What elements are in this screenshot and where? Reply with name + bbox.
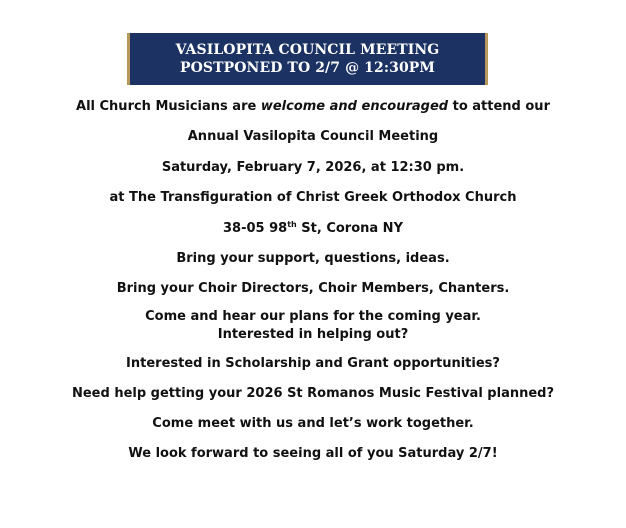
event-name: Annual Vasilopita Council Meeting: [187, 129, 439, 144]
banner-postponed-line: POSTPONED TO 2/7 @ 12:30PM: [179, 60, 436, 76]
meet-line: Come meet with us and let’s work together.: [152, 416, 474, 431]
support-line: Bring your support, questions, ideas.: [176, 251, 450, 266]
event-date: Saturday, February 7, 2026, at 12:30 pm.: [161, 160, 465, 175]
intro-text-pre: All Church Musicians are: [76, 99, 261, 114]
intro-line: [0, 99, 626, 115]
banner-title-line: VASILOPITA COUNCIL MEETING: [175, 42, 440, 58]
closing-line: We look forward to seeing all of you Saturday 2/7!: [128, 446, 498, 461]
choir-line: Bring your Choir Directors, Choir Members, Chanters.: [116, 281, 510, 296]
scholarship-line: Interested in Scholarship and Grant opportunities?: [126, 356, 500, 371]
festival-line: Need help getting your 2026 St Romanos Music Festival planned?: [71, 386, 555, 401]
address-street: St, Corona NY: [296, 221, 403, 236]
helping-line: Interested in helping out?: [217, 327, 409, 342]
plans-line: Come and hear our plans for the coming year.: [145, 309, 481, 324]
event-address: [0, 221, 626, 237]
intro-text-post: to attend our: [448, 99, 550, 114]
intro-emphasis: welcome and encouraged: [260, 99, 449, 114]
address-number: 38-05 98: [223, 221, 288, 236]
announcement-banner: [127, 33, 488, 85]
address-ordinal: th: [287, 220, 297, 229]
event-venue: at The Transfiguration of Christ Greek Orthodox Church: [109, 190, 517, 205]
